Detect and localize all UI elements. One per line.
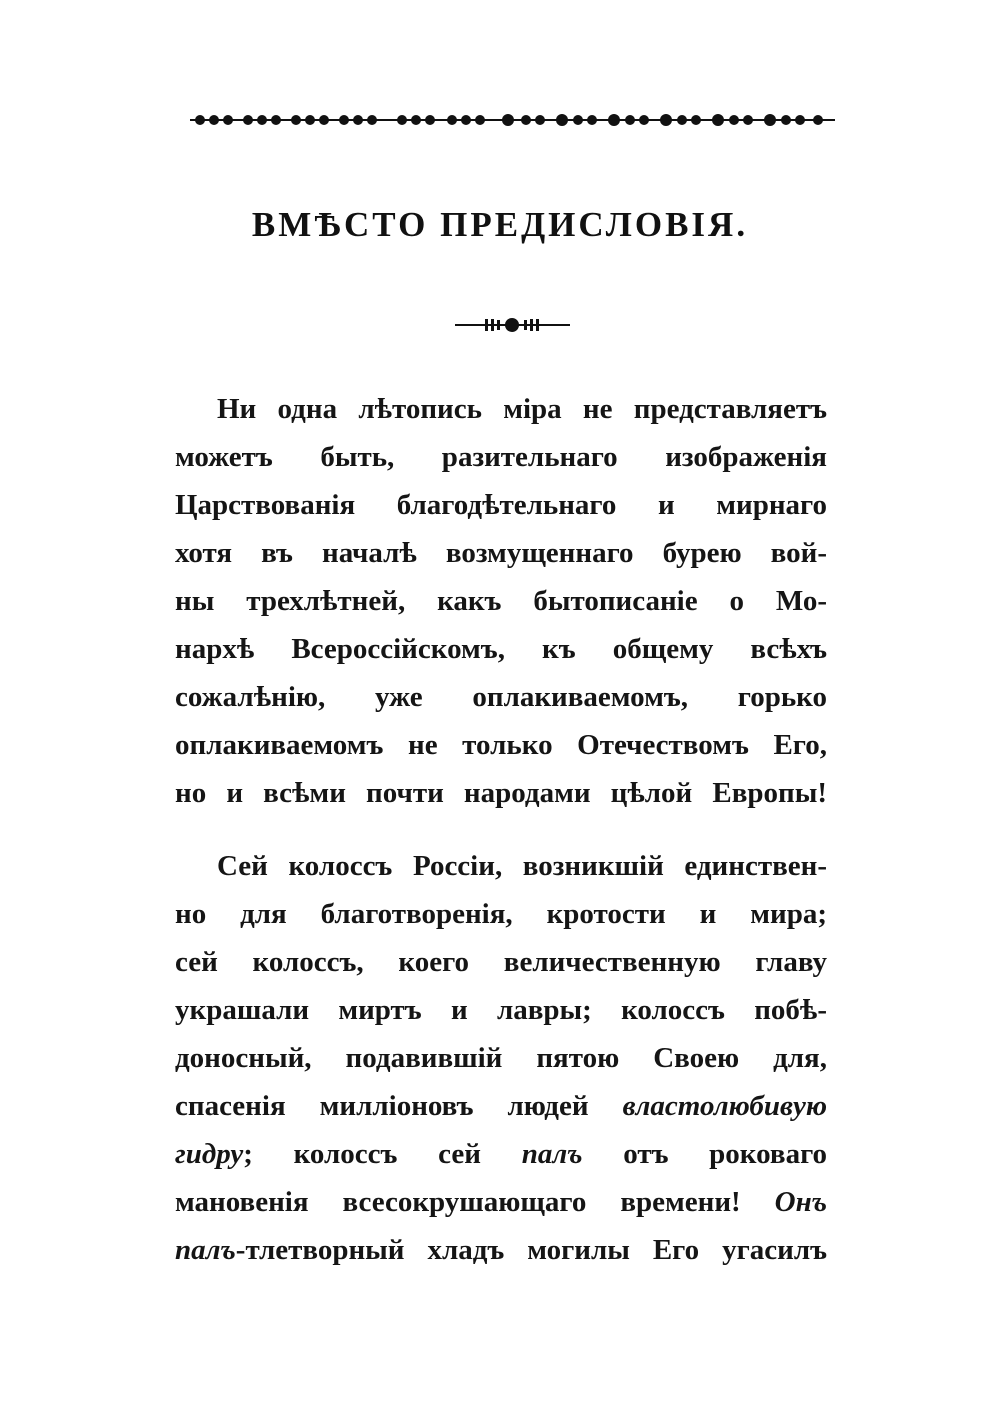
- text-line: но и всѣми почти народами цѣлой Европы!: [175, 777, 827, 809]
- top-ornament-border-icon: [190, 108, 835, 132]
- text-line: Ни одна лѣтопись міра не представляетъ: [217, 393, 827, 425]
- text-run: -тлетворный хладъ могилы Его угасилъ: [235, 1234, 827, 1266]
- text-line-mixed: [175, 1226, 827, 1274]
- text-line: можетъ быть, разительнаго изображенія: [175, 441, 827, 473]
- text-line: ны трехлѣтней, какъ бытописаніе о Мо-: [175, 585, 827, 617]
- divider-ornament-icon: [455, 316, 570, 334]
- italic-run: палъ: [521, 1138, 583, 1170]
- page-title: ВМѢСТО ПРЕДИСЛОВІЯ.: [251, 205, 749, 244]
- text-line: сей колоссъ, коего величественную главу: [175, 946, 827, 978]
- text-line-mixed: [175, 1082, 827, 1130]
- italic-run: палъ: [175, 1234, 236, 1266]
- text-run: ; колоссъ сей: [243, 1138, 481, 1170]
- text-run: отъ роковаго: [623, 1138, 828, 1170]
- italic-run: Онъ: [774, 1186, 827, 1218]
- text-run: мановенія всесокрушающаго времени!: [175, 1186, 741, 1218]
- text-line: но для благотворенія, кротости и мира;: [175, 898, 827, 930]
- text-line: оплакиваемомъ не только Отечествомъ Его,: [175, 729, 827, 761]
- text-line: доносный, подавившій пятою Своею для,: [175, 1042, 827, 1074]
- paragraph-2: [175, 842, 827, 1274]
- text-line: сожалѣнію, уже оплакиваемомъ, горько: [175, 681, 827, 713]
- text-line: хотя въ началѣ возмущеннаго бурею вой-: [175, 537, 827, 569]
- paragraph-1: [175, 385, 827, 817]
- text-run: спасенія милліоновъ людей: [175, 1090, 589, 1122]
- italic-run: властолюбивую: [622, 1090, 827, 1122]
- text-line: украшали миртъ и лавры; колоссъ побѣ-: [175, 994, 827, 1026]
- text-line: нархѣ Всероссійскомъ, къ общему всѣхъ: [175, 633, 827, 665]
- italic-run: гидру: [175, 1138, 244, 1170]
- text-line: Царствованія благодѣтельнаго и мирнаго: [175, 489, 827, 521]
- text-line-mixed: [175, 1130, 827, 1178]
- text-line: Сей колоссъ Россіи, возникшій единствен-: [217, 850, 827, 882]
- text-line-mixed: [175, 1178, 827, 1226]
